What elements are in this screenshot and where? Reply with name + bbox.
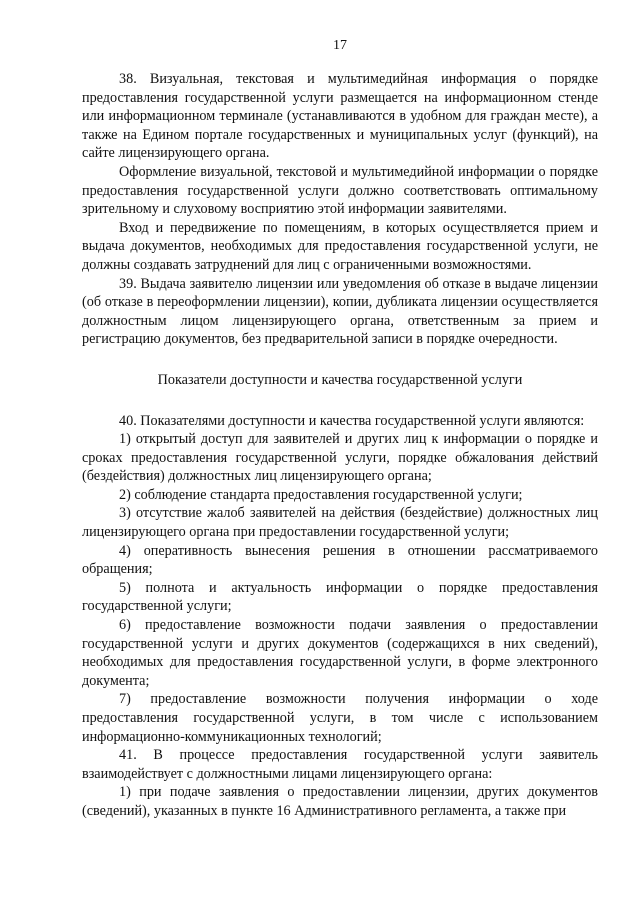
list-item-5: 5) полнота и актуальность информации о порядке предоставления государственной услуги; (82, 579, 598, 615)
list-item-6: 6) предоставление возможности подачи заявления о предоставлении государственной услуги и других документов (содержащихся в них сведений), необходимых для предоставления государственной услуги, в форме электронного документа; (82, 617, 598, 689)
page-number: 17 (333, 38, 347, 53)
paragraph-41: 41. В процессе предоставления государственной услуги заявитель взаимодействует с должностными лицами лицензирующего органа: (82, 747, 598, 782)
section-heading: Показатели доступности и качества государственной услуги (157, 371, 523, 388)
paragraph-38: 38. Визуальная, текстовая и мультимедийная информация о порядке предоставления государственной услуги размещается на информационном стенде или информационном терминале (устанавливаются в удобном для граждан месте), а также на Едином портале государственных и муниципальных услуг (функций), на сайте лицензирующего органа. (82, 71, 598, 162)
paragraph-access: Вход и передвижение по помещениям, в которых осуществляется прием и выдача документов, необходимых для предоставления государственной услуги, не должны создавать затруднений для лиц с ограниченными возможностями. (82, 219, 598, 273)
paragraph-41-item-1: 1) при подаче заявления о предоставлении лицензии, других документов (сведений), указанных в пункте 16 Административного регламента, а также при (82, 784, 598, 819)
list-item-4: 4) оперативность вынесения решения в отношении рассматриваемого обращения; (82, 542, 598, 578)
paragraph-40: 40. Показателями доступности и качества государственной услуги являются: (119, 412, 585, 429)
list-item-3: 3) отсутствие жалоб заявителей на действия (бездействие) должностных лиц лицензирующего органа при предоставлении государственной услуги; (82, 505, 598, 541)
list-item-2: 2) соблюдение стандарта предоставления государственной услуги; (119, 486, 523, 503)
paragraph-formatting: Оформление визуальной, текстовой и мультимедийной информации о порядке предоставления государственной услуги должно соответствовать оптимальному зрительному и слуховому восприятию этой информации заявителями. (82, 163, 598, 218)
list-item-1: 1) открытый доступ для заявителей и других лиц к информации о порядке и сроках предоставления государственной услуги, порядке обжалования действий (бездействия) должностных лиц лицензирующего органа; (82, 431, 598, 485)
list-item-7: 7) предоставление возможности получения информации о ходе предоставления государственной услуги, в том числе с использованием информационно-коммуникационных технологий; (82, 691, 598, 745)
paragraph-39: 39. Выдача заявителю лицензии или уведомления об отказе в выдаче лицензии (об отказе в переоформлении лицензии), копии, дубликата лицензии осуществляется должностным лицом лицензирующего органа, ответственным за прием и регистрацию документов, без предварительной записи в порядке очередности. (82, 275, 598, 348)
